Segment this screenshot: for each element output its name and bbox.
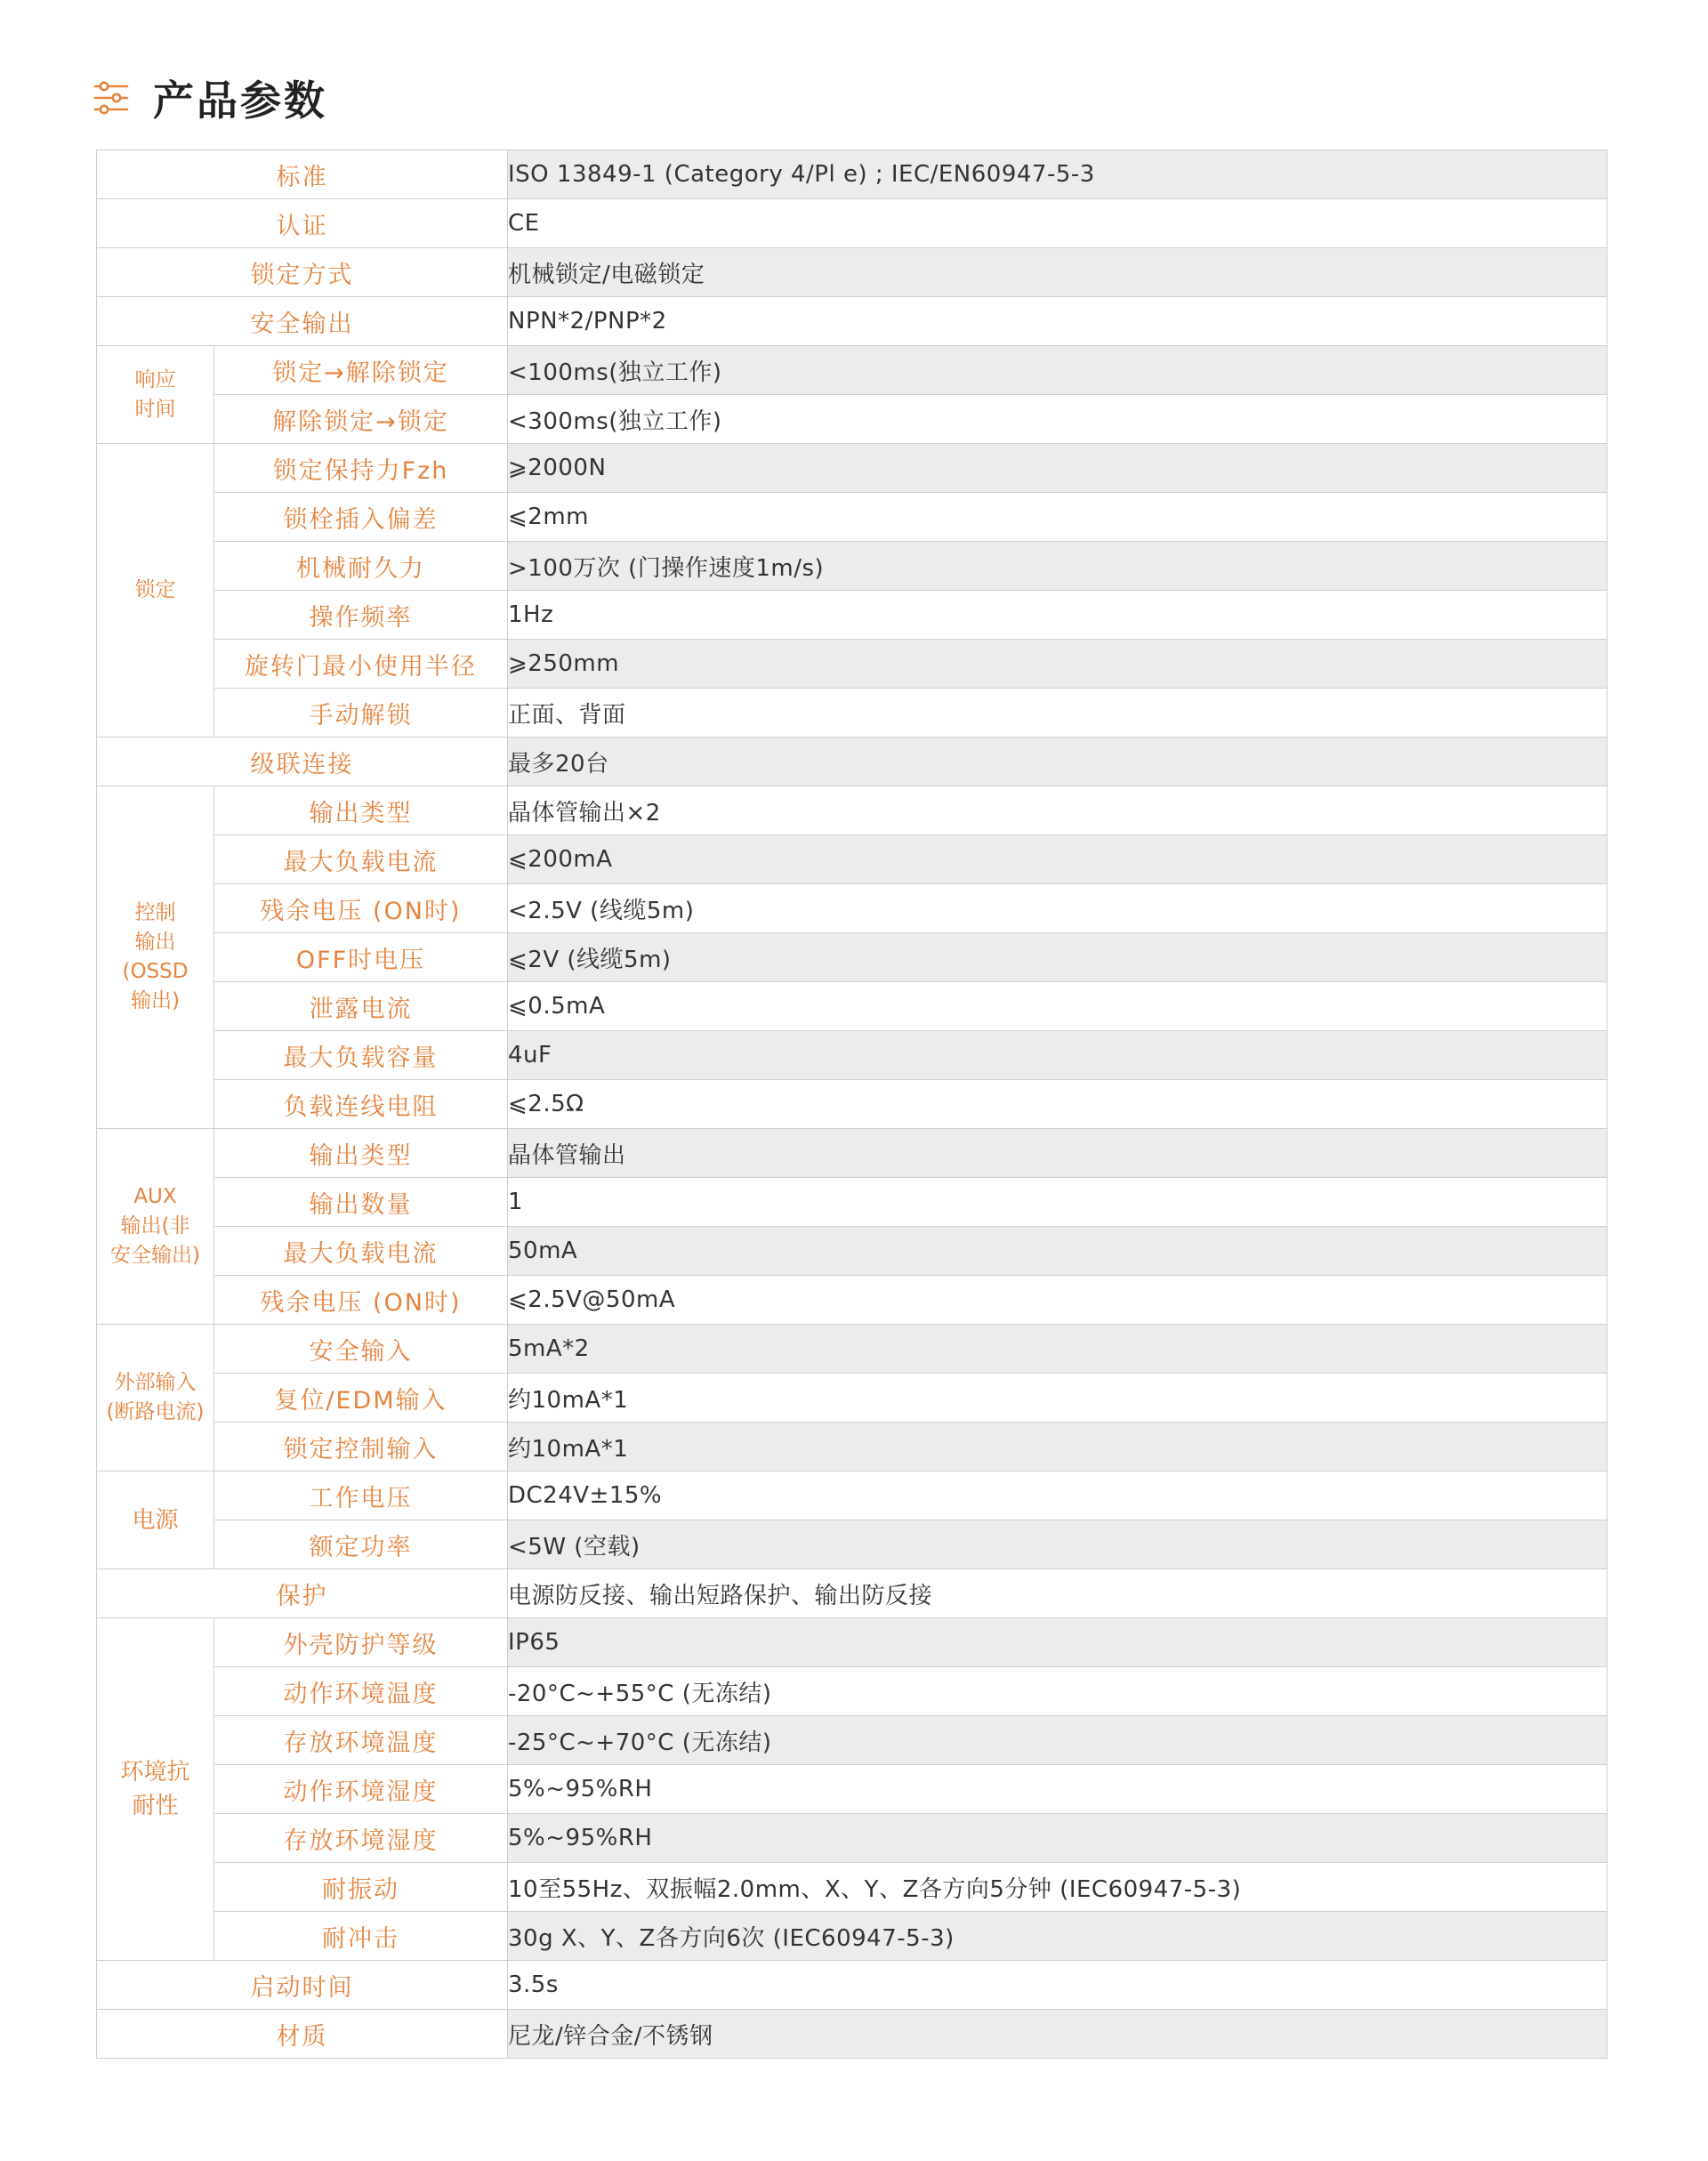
row-value: <300ms(独立工作) bbox=[508, 395, 1607, 444]
row-label: 动作环境湿度 bbox=[214, 1765, 508, 1814]
row-label: 输出类型 bbox=[214, 1129, 508, 1178]
table-row bbox=[97, 1178, 1607, 1227]
table-row bbox=[97, 2010, 1607, 2059]
row-value: ⩾2000N bbox=[508, 444, 1607, 493]
row-value: NPN*2/PNP*2 bbox=[508, 297, 1607, 346]
table-row bbox=[97, 640, 1607, 689]
row-value: <2.5V (线缆5m) bbox=[508, 884, 1607, 933]
row-value: ⩽2.5Ω bbox=[508, 1080, 1607, 1129]
row-value: DC24V±15% bbox=[508, 1472, 1607, 1520]
table-row bbox=[97, 1716, 1607, 1765]
row-value: 电源防反接、输出短路保护、输出防反接 bbox=[508, 1569, 1607, 1618]
row-value: 1Hz bbox=[508, 591, 1607, 640]
row-value: 30g X、Y、Z各方向6次 (IEC60947-5-3) bbox=[508, 1912, 1607, 1961]
table-row bbox=[97, 786, 1607, 835]
table-row bbox=[97, 1374, 1607, 1423]
row-label: 认证 bbox=[97, 199, 508, 248]
page-title: 产品参数 bbox=[153, 77, 327, 125]
row-label: 耐冲击 bbox=[214, 1912, 508, 1961]
row-label: 标准 bbox=[97, 150, 508, 199]
table-row bbox=[97, 1325, 1607, 1374]
table-row bbox=[97, 738, 1607, 786]
group-label: 响应 时间 bbox=[97, 346, 214, 444]
table-row bbox=[97, 591, 1607, 640]
row-value: ⩽2mm bbox=[508, 493, 1607, 542]
table-row bbox=[97, 493, 1607, 542]
table-row bbox=[97, 1031, 1607, 1080]
row-value: 最多20台 bbox=[508, 738, 1607, 786]
table-row bbox=[97, 199, 1607, 248]
table-row bbox=[97, 982, 1607, 1031]
row-label: 锁定控制输入 bbox=[214, 1423, 508, 1472]
table-row bbox=[97, 1765, 1607, 1814]
row-value: CE bbox=[508, 199, 1607, 248]
row-label: 级联连接 bbox=[97, 738, 508, 786]
row-value: -20°C~+55°C (无冻结) bbox=[508, 1667, 1607, 1716]
row-label: 负载连线电阻 bbox=[214, 1080, 508, 1129]
group-label: 外部输入 (断路电流) bbox=[97, 1325, 214, 1472]
table-row bbox=[97, 542, 1607, 591]
row-label: 手动解锁 bbox=[214, 689, 508, 738]
row-label: 泄露电流 bbox=[214, 982, 508, 1031]
row-label: 残余电压 (ON时) bbox=[214, 1276, 508, 1325]
row-value: 尼龙/锌合金/不锈钢 bbox=[508, 2010, 1607, 2059]
row-label: 外壳防护等级 bbox=[214, 1618, 508, 1667]
table-row bbox=[97, 884, 1607, 933]
row-value: ⩽2V (线缆5m) bbox=[508, 933, 1607, 982]
row-value: 50mA bbox=[508, 1227, 1607, 1276]
row-value: <5W (空载) bbox=[508, 1520, 1607, 1569]
row-value: <100ms(独立工作) bbox=[508, 346, 1607, 395]
row-value: 4uF bbox=[508, 1031, 1607, 1080]
table-row bbox=[97, 1912, 1607, 1961]
row-value: ⩾250mm bbox=[508, 640, 1607, 689]
group-label: 电源 bbox=[97, 1472, 214, 1569]
table-row bbox=[97, 1667, 1607, 1716]
row-value: >100万次 (门操作速度1m/s) bbox=[508, 542, 1607, 591]
table-row bbox=[97, 297, 1607, 346]
row-label: 最大负载电流 bbox=[214, 1227, 508, 1276]
spec-table bbox=[96, 149, 1607, 2059]
group-label: AUX 输出(非 安全输出) bbox=[97, 1129, 214, 1325]
row-label: 残余电压 (ON时) bbox=[214, 884, 508, 933]
row-label: 额定功率 bbox=[214, 1520, 508, 1569]
row-label: 材质 bbox=[97, 2010, 508, 2059]
row-label: 启动时间 bbox=[97, 1961, 508, 2010]
table-row bbox=[97, 1276, 1607, 1325]
table-row bbox=[97, 1814, 1607, 1863]
row-label: 最大负载电流 bbox=[214, 835, 508, 884]
row-value: 3.5s bbox=[508, 1961, 1607, 2010]
row-label: 操作频率 bbox=[214, 591, 508, 640]
row-value: 1 bbox=[508, 1178, 1607, 1227]
row-label: 工作电压 bbox=[214, 1472, 508, 1520]
group-label: 控制 输出 (OSSD 输出) bbox=[97, 786, 214, 1129]
settings-sliders-icon bbox=[93, 80, 130, 116]
row-label: 最大负载容量 bbox=[214, 1031, 508, 1080]
table-row bbox=[97, 395, 1607, 444]
row-value: ⩽0.5mA bbox=[508, 982, 1607, 1031]
table-row bbox=[97, 1080, 1607, 1129]
row-label: 锁定保持力Fzh bbox=[214, 444, 508, 493]
row-value: IP65 bbox=[508, 1618, 1607, 1667]
row-value: 晶体管输出×2 bbox=[508, 786, 1607, 835]
table-row bbox=[97, 1961, 1607, 2010]
table-row bbox=[97, 248, 1607, 297]
row-value: ⩽2.5V@50mA bbox=[508, 1276, 1607, 1325]
row-label: 存放环境温度 bbox=[214, 1716, 508, 1765]
row-label: 存放环境湿度 bbox=[214, 1814, 508, 1863]
row-label: OFF时电压 bbox=[214, 933, 508, 982]
table-row bbox=[97, 1129, 1607, 1178]
row-value: 晶体管输出 bbox=[508, 1129, 1607, 1178]
table-row bbox=[97, 1423, 1607, 1472]
row-value: 10至55Hz、双振幅2.0mm、X、Y、Z各方向5分钟 (IEC60947-5-3) bbox=[508, 1863, 1607, 1912]
row-value: -25°C~+70°C (无冻结) bbox=[508, 1716, 1607, 1765]
row-value: 约10mA*1 bbox=[508, 1374, 1607, 1423]
row-value: ⩽200mA bbox=[508, 835, 1607, 884]
table-row bbox=[97, 933, 1607, 982]
row-value: 5%~95%RH bbox=[508, 1814, 1607, 1863]
table-row bbox=[97, 689, 1607, 738]
row-label: 锁定→解除锁定 bbox=[214, 346, 508, 395]
table-row bbox=[97, 1569, 1607, 1618]
row-value: 机械锁定/电磁锁定 bbox=[508, 248, 1607, 297]
table-row bbox=[97, 444, 1607, 493]
row-label: 保护 bbox=[97, 1569, 508, 1618]
table-row bbox=[97, 1618, 1607, 1667]
table-row bbox=[97, 835, 1607, 884]
row-label: 机械耐久力 bbox=[214, 542, 508, 591]
row-label: 锁栓插入偏差 bbox=[214, 493, 508, 542]
row-label: 耐振动 bbox=[214, 1863, 508, 1912]
table-row bbox=[97, 1227, 1607, 1276]
row-value: 正面、背面 bbox=[508, 689, 1607, 738]
row-label: 输出数量 bbox=[214, 1178, 508, 1227]
row-value: 5%~95%RH bbox=[508, 1765, 1607, 1814]
group-label: 锁定 bbox=[97, 444, 214, 738]
row-label: 解除锁定→锁定 bbox=[214, 395, 508, 444]
row-value: ISO 13849-1 (Category 4/Pl e) ; IEC/EN60947-5-3 bbox=[508, 150, 1607, 199]
row-value: 约10mA*1 bbox=[508, 1423, 1607, 1472]
row-label: 锁定方式 bbox=[97, 248, 508, 297]
row-label: 安全输出 bbox=[97, 297, 508, 346]
row-value: 5mA*2 bbox=[508, 1325, 1607, 1374]
section-header bbox=[93, 69, 327, 126]
row-label: 输出类型 bbox=[214, 786, 508, 835]
row-label: 旋转门最小使用半径 bbox=[214, 640, 508, 689]
row-label: 复位/EDM输入 bbox=[214, 1374, 508, 1423]
table-row bbox=[97, 1520, 1607, 1569]
table-row bbox=[97, 346, 1607, 395]
table-row bbox=[97, 1472, 1607, 1520]
row-label: 动作环境温度 bbox=[214, 1667, 508, 1716]
group-label: 环境抗 耐性 bbox=[97, 1618, 214, 1961]
table-row bbox=[97, 150, 1607, 199]
row-label: 安全输入 bbox=[214, 1325, 508, 1374]
table-row bbox=[97, 1863, 1607, 1912]
